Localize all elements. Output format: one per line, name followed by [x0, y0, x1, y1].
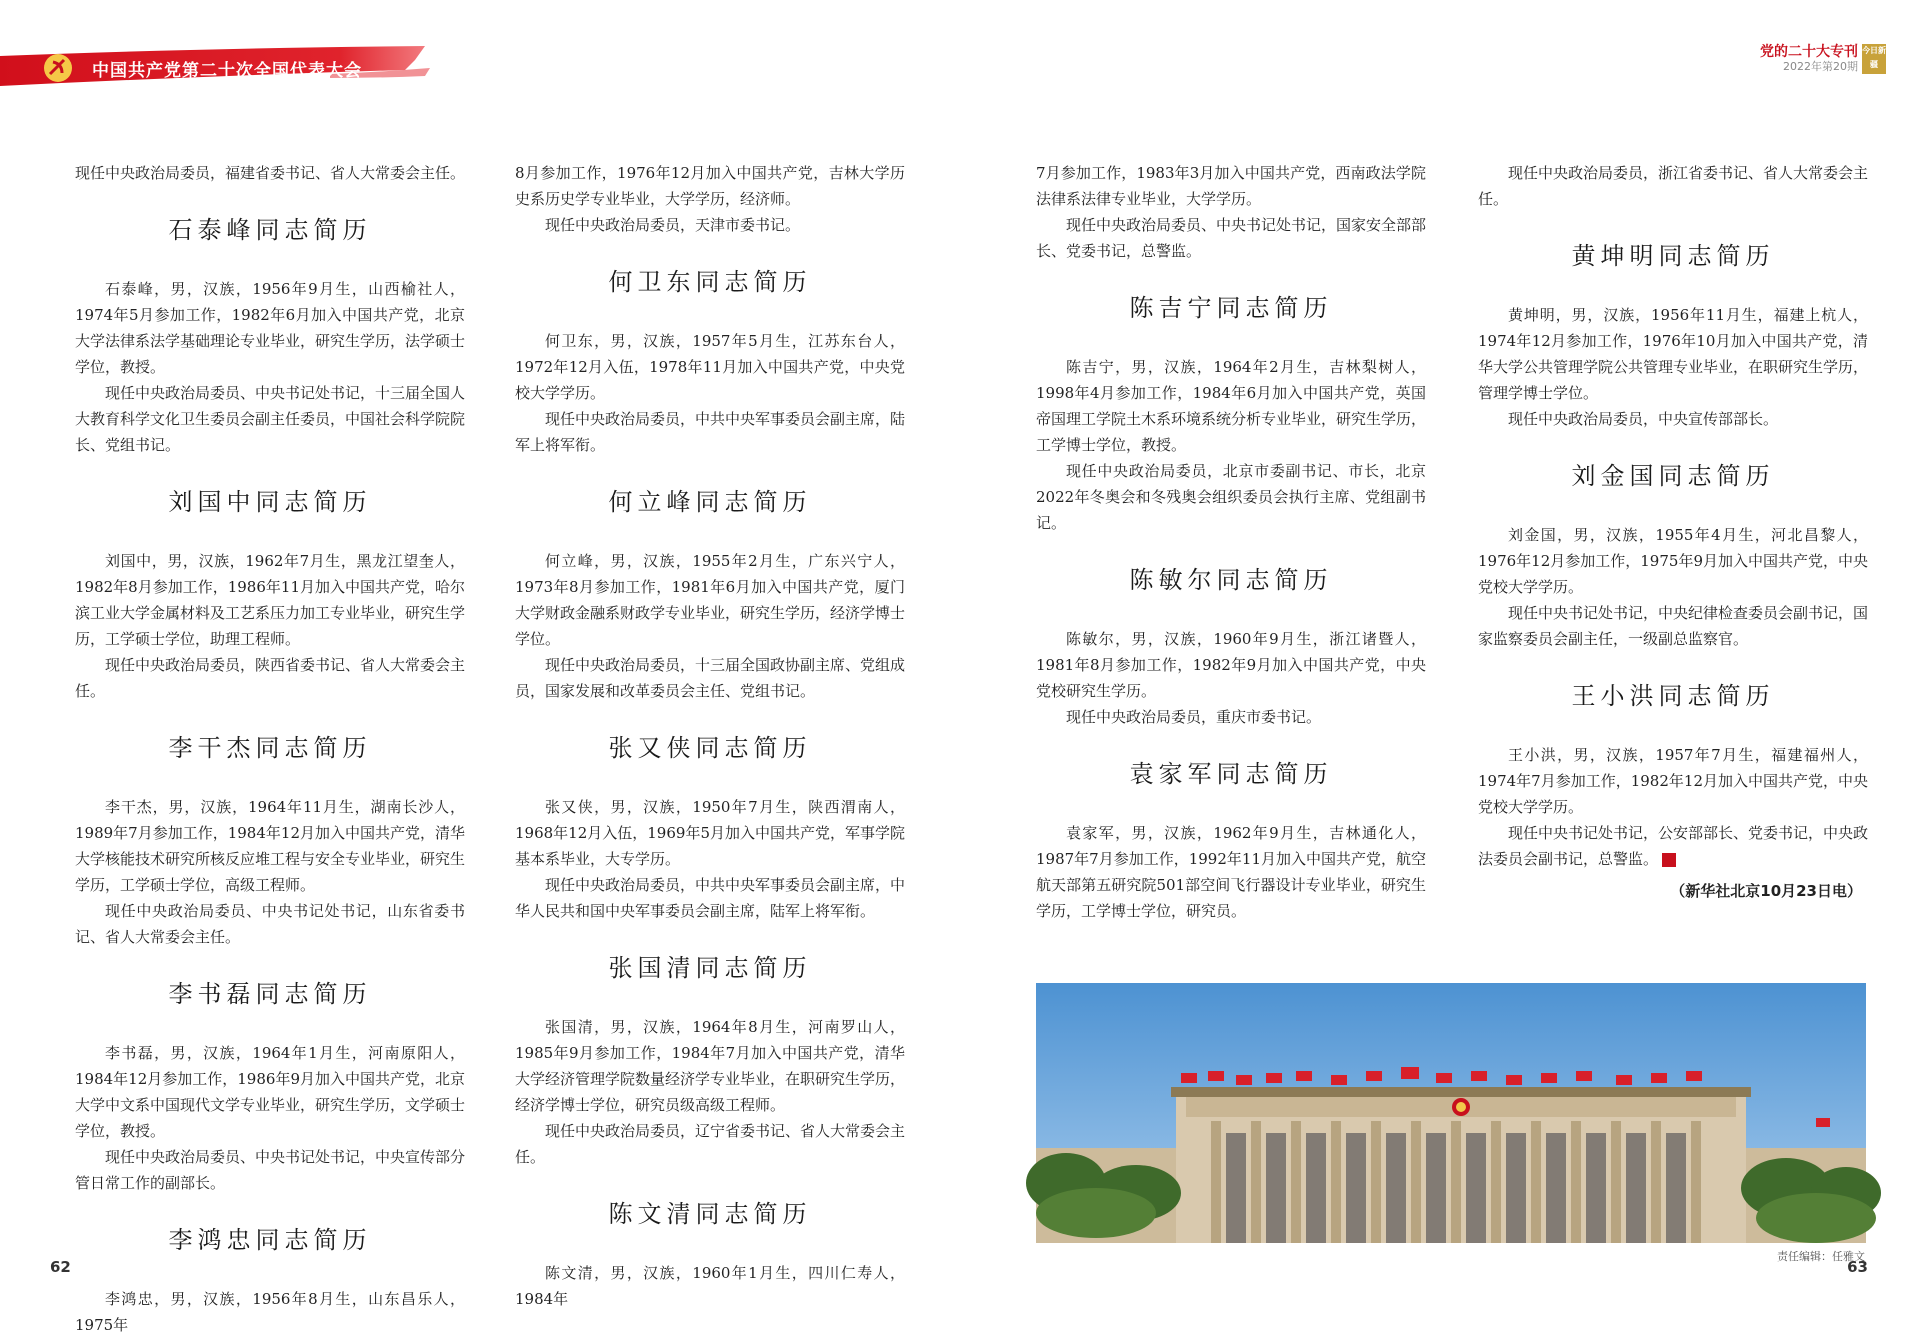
dateline: （新华社北京10月23日电）: [1670, 882, 1862, 900]
paragraph: 现任中央书记处书记，中央纪律检查委员会副书记，国家监察委员会副主任，一级副总监察官。: [1478, 604, 1869, 648]
paragraph: 现任中央政治局委员，中共中央军事委员会副主席，陆军上将军衔。: [515, 410, 906, 454]
paragraph: 8月参加工作，1976年12月加入中国共产党，吉林大学历史系历史学专业毕业，大学学历，经济师。: [515, 164, 905, 208]
biography-heading: 张国清同志简历: [608, 954, 812, 982]
column-4: [1478, 160, 1868, 920]
special-issue-title: 党的二十大专刊: [1760, 44, 1858, 60]
paragraph: 李书磊，男，汉族，1964年1月生，河南原阳人，1984年12月参加工作，1986年9月加入中国共产党，北京大学中文系中国现代文学专业毕业，研究生学历，文学硕士学位，教授。: [75, 1044, 466, 1140]
paragraph: 陈吉宁，男，汉族，1964年2月生，吉林梨树人，1998年4月参加工作，1984年6月加入中国共产党，英国帝国理工学院土木系环境系统分析专业毕业，研究生学历，工学博士学位，教授。: [1036, 358, 1427, 454]
paragraph: 现任中央政治局委员、中央书记处书记，国家安全部部长、党委书记，总警监。: [1036, 216, 1427, 260]
biography-heading: 李鸿忠同志简历: [168, 1226, 372, 1254]
paragraph: 现任中央政治局委员，陕西省委书记、省人大常委会主任。: [75, 656, 466, 700]
paragraph: 现任中央政治局委员、中央书记处书记，山东省委书记、省人大常委会主任。: [75, 902, 465, 946]
biography-heading: 刘国中同志简历: [168, 488, 372, 516]
paragraph-text: 现任中央书记处书记，公安部部长、党委书记，中央政法委员会副书记，总警监。: [1478, 824, 1869, 868]
biography-heading: 张又侠同志简历: [608, 734, 812, 762]
paragraph: 王小洪，男，汉族，1957年7月生，福建福州人，1974年7月参加工作，1982年12月加入中国共产党，中央党校大学学历。: [1478, 746, 1868, 816]
paragraph: 7月参加工作，1983年3月加入中国共产党，西南政法学院法律系法律专业毕业，大学学历。: [1036, 164, 1426, 208]
masthead: [1760, 44, 1858, 73]
paragraph: 李鸿忠，男，汉族，1956年8月生，山东昌乐人，1975年: [75, 1290, 465, 1334]
magazine-logo: 今日新疆: [1862, 44, 1886, 74]
paragraph: 现任中央政治局委员、中央书记处书记，十三届全国人大教育科学文化卫生委员会副主任委员，中国社会科学院院长、党组书记。: [75, 384, 466, 454]
paragraph: 何卫东，男，汉族，1957年5月生，江苏东台人，1972年12月入伍，1978年11月加入中国共产党，中央党校大学学历。: [515, 332, 905, 402]
editor-credit: 责任编辑：任雅文: [1777, 1250, 1865, 1263]
paragraph: 刘国中，男，汉族，1962年7月生，黑龙江望奎人，1982年8月参加工作，1986年11月加入中国共产党，哈尔滨工业大学金属材料及工艺系压力加工专业毕业，研究生学历，工学硕士学位，助理工程师。: [75, 552, 466, 648]
end-mark-icon: J: [1662, 853, 1676, 867]
biography-heading: 王小洪同志简历: [1571, 682, 1775, 710]
paragraph: 陈敏尔，男，汉族，1960年9月生，浙江诸暨人，1981年8月参加工作，1982年9月加入中国共产党，中央党校研究生学历。: [1036, 630, 1426, 700]
paragraph: 现任中央政治局委员、中央书记处书记，中央宣传部分管日常工作的副部长。: [75, 1148, 466, 1192]
paragraph: 现任中央政治局委员，天津市委书记。: [545, 216, 801, 234]
paragraph: 黄坤明，男，汉族，1956年11月生，福建上杭人，1974年12月参加工作，1976年10月加入中国共产党，清华大学公共管理学院公共管理专业毕业，在职研究生学历，管理学博士学位。: [1478, 306, 1869, 402]
biography-heading: 石泰峰同志简历: [168, 216, 372, 244]
biography-heading: 陈吉宁同志简历: [1129, 294, 1333, 322]
paragraph: 现任中央政治局委员，北京市委副书记、市长，北京2022年冬奥会和冬残奥会组织委员会执行主席、党组副书记。: [1036, 462, 1426, 532]
paragraph: 现任中央政治局委员，重庆市委书记。: [1066, 708, 1322, 726]
column-2: [515, 160, 906, 1308]
paragraph: 现任中央政治局委员，浙江省委书记、省人大常委会主任。: [1478, 164, 1869, 208]
paragraph: 现任中央政治局委员，辽宁省委书记、省人大常委会主任。: [515, 1122, 906, 1166]
biography-heading: 陈敏尔同志简历: [1129, 566, 1333, 594]
biography-heading: 刘金国同志简历: [1571, 462, 1775, 490]
paragraph: 现任中央政治局委员，福建省委书记、省人大常委会主任。: [75, 164, 466, 182]
paragraph: 张又侠，男，汉族，1950年7月生，陕西渭南人，1968年12月入伍，1969年5月加入中国共产党，军事学院基本系毕业，大专学历。: [515, 798, 905, 868]
paragraph: [1478, 820, 1868, 872]
page-number-right: 63: [1847, 1258, 1868, 1276]
biography-heading: 何立峰同志简历: [608, 488, 812, 516]
biography-heading: 李书磊同志简历: [168, 980, 372, 1008]
page-number-left: 62: [50, 1258, 71, 1276]
paragraph: 李干杰，男，汉族，1964年11月生，湖南长沙人，1989年7月参加工作，1984年12月加入中国共产党，清华大学核能技术研究所核反应堆工程与安全专业毕业，研究生学历，工学硕士学位，高级工程师。: [75, 798, 466, 894]
biography-heading: 袁家军同志简历: [1129, 760, 1333, 788]
paragraph: 现任中央政治局委员，中共中央军事委员会副主席，中华人民共和国中央军事委员会副主席，陆军上将军衔。: [515, 876, 906, 920]
biography-heading: 何卫东同志简历: [608, 268, 812, 296]
banner-title: 中国共产党第二十次全国代表大会: [92, 61, 362, 81]
issue-info: 2022年第20期: [1783, 60, 1858, 73]
column-1: [75, 160, 466, 1334]
biography-heading: 黄坤明同志简历: [1571, 242, 1775, 270]
paragraph: 刘金国，男，汉族，1955年4月生，河北昌黎人，1976年12月参加工作，1975年9月加入中国共产党，中央党校大学学历。: [1478, 526, 1868, 596]
great-hall-photo: [1036, 983, 1866, 1243]
column-3: [1036, 160, 1426, 920]
biography-heading: 陈文清同志简历: [608, 1200, 812, 1228]
paragraph: 陈文清，男，汉族，1960年1月生，四川仁寿人，1984年: [515, 1264, 905, 1308]
paragraph: 何立峰，男，汉族，1955年2月生，广东兴宁人，1973年8月参加工作，1981年6月加入中国共产党，厦门大学财政金融系财政学专业毕业，研究生学历，经济学博士学位。: [515, 552, 906, 648]
biography-heading: 李干杰同志简历: [168, 734, 372, 762]
paragraph: 张国清，男，汉族，1964年8月生，河南罗山人，1985年9月参加工作，1984年7月加入中国共产党，清华大学经济管理学院数量经济学专业毕业，在职研究生学历，经济学博士学位，研究员级高级工程师。: [515, 1018, 906, 1114]
paragraph: 现任中央政治局委员，中央宣传部部长。: [1508, 410, 1779, 428]
paragraph: 袁家军，男，汉族，1962年9月生，吉林通化人，1987年7月参加工作，1992年11月加入中国共产党，航空航天部第五研究院501部空间飞行器设计专业毕业，研究生学历，工学博士学位，研究员。: [1036, 824, 1426, 920]
paragraph: 石泰峰，男，汉族，1956年9月生，山西榆社人，1974年5月参加工作，1982年6月加入中国共产党，北京大学法律系法学基础理论专业毕业，研究生学历，法学硕士学位，教授。: [75, 280, 466, 376]
paragraph: 现任中央政治局委员，十三届全国政协副主席、党组成员，国家发展和改革委员会主任、党组书记。: [515, 656, 906, 700]
